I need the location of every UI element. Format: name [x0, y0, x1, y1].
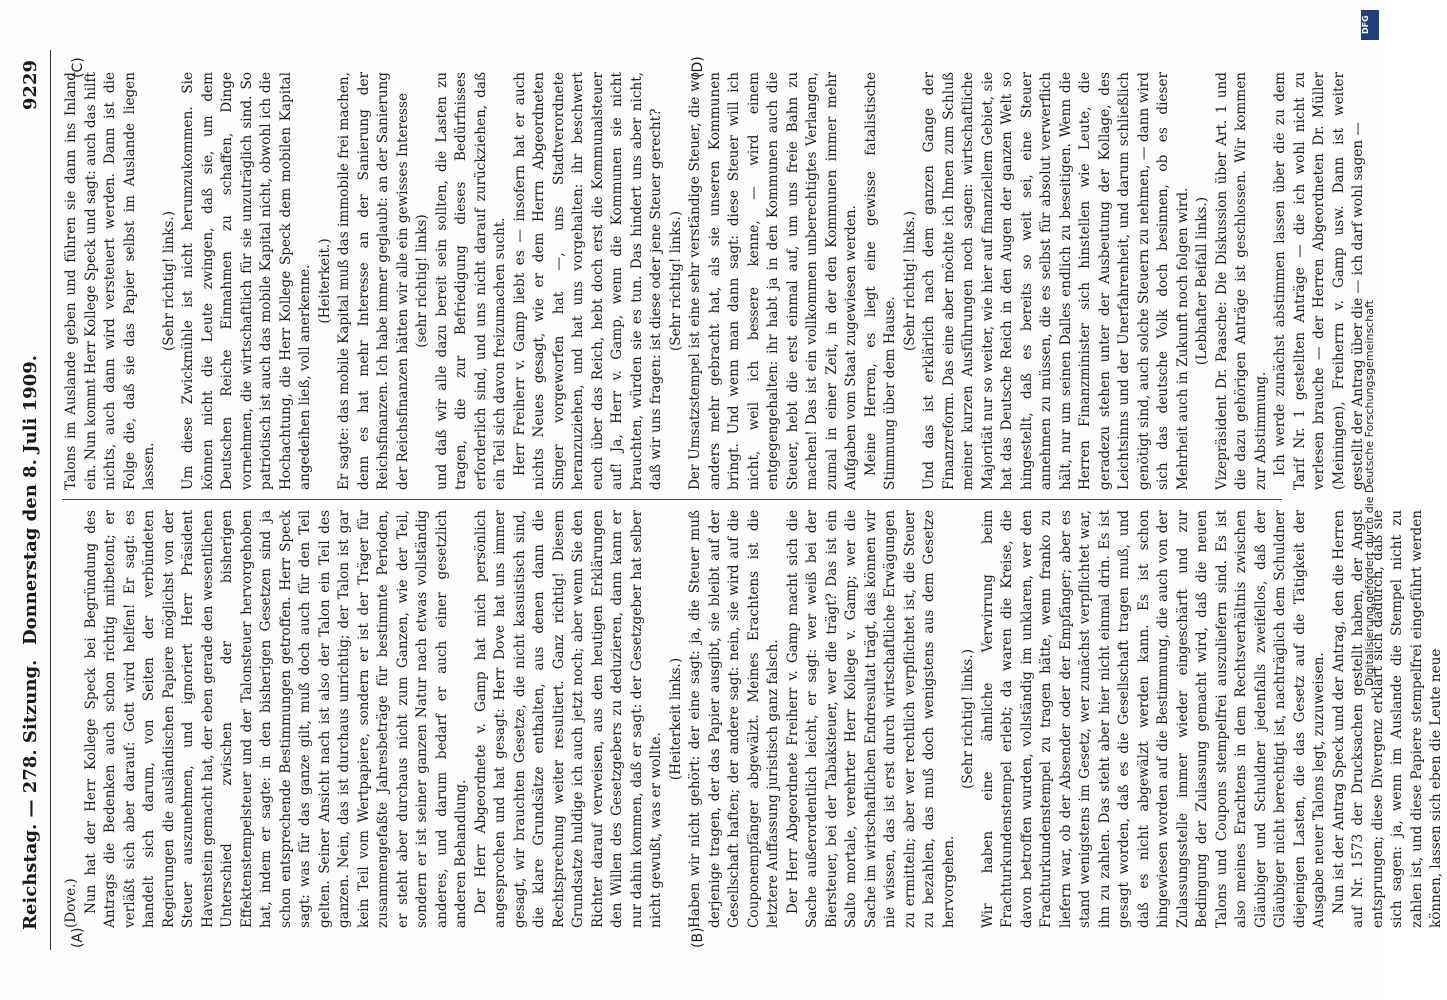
paragraph: Der Herr Abgeordnete Freiherr v. Gamp macht sich die Sache außerordentlich leicht, er sagt: wer weiß bei der Biersteuer, bei der Tabaksteuer, wer die trägt? Das ist ein Salto mortale, verehrter Herr Kollege v. Gamp; wer die Sache im wirtschaftlichen Endresultat trägt, das können wir nie wissen, das ist erst durch wirtschaftliche Erwägungen zu ermitteln; aber wer rechtlich verpflichtet ist, die Steuer zu bezahlen, das muß doch wenigstens aus dem Gesetze hervorgehen. — [784, 510, 957, 928]
paragraph: (Sehr richtig! links.) — [901, 210, 918, 352]
left-column — [62, 510, 1444, 928]
paragraph: Und das ist erklärlich nach dem ganzen Gange der Finanzreform. Das eine aber möchte ich Ihnen zum Schluß meiner kurzen Ausführungen noch sagen: wirtschaftliche Majorität nur so weiter, wie hier auf finanziellem Gebiet, sie hat das Deutsche Reich in den Augen der ganzen Welt so hingestellt, daß es bereits so weit sei, eine Steuer annehmen zu müssen, die es selbst für absolut verwerflich hält, nur um seinen Dalles endlich zu beseitigen. Wenn die Herren Finanzminister sich hinstellen wie Leute, die geradezu stehen unter der Ausbeutung der Kollage, des Leichtsinns und der Unerfahrenheit, und darum schließlich genötigt sind, auch solche Steuern zu nehmen, — dann wird sich das deutsche Volk doch besinnen, ob es dieser Mehrheit auch in Zukunft noch folgen wird. — [921, 72, 1191, 490]
paragraph: Vizepräsident Dr. Paasche: Die Diskussion über Art. 1 und die dazu gehörigen Anträge ist geschlossen. Wir kommen zur Abstimmung. — [1213, 72, 1269, 490]
paragraph: Nun ist der Antrag Speck und der Antrag, den die Herren auf Nr. 1573 der Drucksachen gestellt haben, der Angst entsprungen; diese Divergenz erklärt sich dadurch, daß sie sich sagen: ja, wenn im Auslande die Stempel nicht zu zahlen ist, und diese Papiere stempelfrei eingeführt werden können, lassen sich eben die Leute neue — [1330, 510, 1444, 928]
paragraph: Talons im Auslande geben und führen sie dann ins Inland ein. Nun kommt Herr Kollege Speck und sagt: auch das hilft nichts, auch dann wird versteuert werden. Dann ist die Folge die, daß sie das Papier selbst im Auslande liegen lassen. — [63, 72, 157, 490]
margin-mark-d: (D) — [690, 56, 706, 78]
paragraph: (Heiterkeit links.) — [667, 657, 684, 781]
paragraph: Herr Freiherr v. Gamp liebt es — insofern hat er auch nichts Neues gesagt, wie er dem Herrn Abgeordneten Singer vorgeworfen hat —, uns Stadtverordnete heranzuziehen, und hat uns vorgehalten: ihr beschwert euch über das Reich, hebt doch erst die Kommunalsteuer auf! Ja, Herr v. Gamp, wenn die Kommunen sie nicht brauchten, würden sie es tun. Das hindert uns aber nicht, daß wir uns fragen: ist diese oder jene Steuer gerecht? — [511, 72, 664, 490]
paragraph: Der Herr Abgeordnete v. Gamp hat mich persönlich angesprochen und hat gesagt: Herr Dove hat uns immer gesagt, wir brauchten Gesetze, die nicht kasuistisch sind, die klare Grundsätze enthalten, aus denen dann die Rechtsprechung weiter resultiert. Ganz richtig! Diesem Grundsatze huldige ich auch jetzt noch; aber wenn Sie den Richter darauf verweisen, aus den heutigen Erklärungen den Willen des Gesetzgebers zu deduzieren, dann kann er nur dahin kommen, daß er sagt: der Gesetzgeber hat selber nicht gewußt, was er wollte. — [472, 510, 664, 928]
margin-mark-a: (A) — [70, 927, 86, 948]
header-left: Reichstag. — 278. Sitzung. — [20, 659, 41, 930]
right-column — [62, 72, 1366, 490]
paragraph: Meine Herren, es liegt eine gewisse fatalistische Stimmung über dem Hause. — [862, 72, 898, 490]
column-divider — [62, 499, 1282, 500]
paragraph: und daß wir alle dazu bereit sein sollten, die Lasten zu tragen, die zur Befriedigung dieses Bedürfnisses erforderlich sind, und uns nicht darauf zurückziehen, daß ein Teil sich davon freizumachen sucht. — [433, 72, 508, 490]
paragraph: Haben wir nicht gehört: der eine sagt: ja, die Steuer muß derjenige tragen, der das Papier ausgibt, sie bleibt auf der Gesellschaft haften; der andere sagt: nein, sie wird auf die Couponempfänger abgewälzt. Meines Erachtens ist die letztere Auffassung juristisch ganz falsch. — [687, 510, 781, 928]
paragraph: Wir haben eine ähnliche Verwirrung beim Frachturkundenstempel erlebt; da waren die Kreise, die davon betroffen wurden, vollständig im unklaren, wer den Frachturkundenstempel zu tragen hätte, wenn franko zu liefern war, ob der Absender oder der Empfänger; aber es stand wenigstens im Gesetz, wer zunächst verpflichtet war, ihn zu zahlen. Das steht aber hier nicht einmal drin. Es ist gesagt worden, daß es die Gesellschaft tragen muß, und daß es nicht abgewälzt werden kann. Es ist schon hingewiesen worden auf die Bestimmung, die auch von der Zulassungsstelle immer wieder eingeschärft und zur Bedingung der Zulassung gemacht wird, daß die neuen Talons und Coupons stempelfrei auszuliefern sind. Es ist also meines Erachtens in dem Rechtsverhältnis zwischen Gläubiger und Schuldner jedenfalls zweifellos, daß der Gläubiger nicht berechtigt ist, nachträglich dem Schuldner diejenigen Lasten, die das Gesetz auf die Tätigkeit der Ausgabe neuer Talons legt, zuzuweisen. — [979, 510, 1327, 928]
header-date: Donnerstag den 8. Juli 1909. — [20, 354, 41, 646]
paragraph: Nun hat der Herr Kollege Speck bei Begründung des Antrags die Bedenken auch schon richtig mitbetont; er verläßt sich aber darauf: Gott wird helfen! Er sagt: es handelt sich darum, von Seiten der verbündeten Regierungen die ausländischen Papiere möglichst von der Steuer auszunehmen, und ignoriert Herr Präsident Havenstein gemacht hat, der eben gerade den wesentlichen Unterschied zwischen der bisherigen Effektenstempelsteuer und der Talonsteuer hervorgehoben hat, indem er sagte: in den bisherigen Gesetzen sind ja schon entsprechende Bestimmungen getroffen. Herr Speck sagt: was für das ganze gilt, muß doch auch für den Teil gelten. Seiner Ansicht nach ist also der Talon ein Teil des ganzen. Nein, das ist durchaus unrichtig; der Talon ist gar kein Teil vom Wertpapiere, sondern er ist der Träger für zusammengefaßte Jahresbeträge für bestimmte Perioden, er steht aber durchaus nicht zum Ganzen, wie der Teil, sondern er ist seiner ganzen Natur nach etwas vollständig anderes, und darum bedarf er auch einer gesetzlich anderen Behandlung. — [82, 510, 469, 928]
paragraph: Ich werde zunächst abstimmen lassen über die zu dem Tarif Nr. 1 gestellten Anträge — die ich wohl nicht zu verlesen brauche — der Herren Abgeordneten Dr. Müller (Meiningen), Freiherrn v. Gamp usw. Dann ist weiter gestellt der Antrag über die — ich darf wohl sagen — — [1272, 72, 1366, 490]
paragraph: (Dove.) — [63, 878, 79, 928]
paragraph: (Lebhafter Beifall links.) — [1194, 196, 1210, 366]
margin-mark-b: (B) — [690, 927, 706, 948]
paragraph: (Sehr richtig! links.) — [160, 210, 177, 352]
dfg-logo: DFG — [1361, 10, 1379, 40]
paragraph: (Heiterkeit.) — [316, 238, 333, 324]
paragraph: Der Umsatzstempel ist eine sehr verständige Steuer, die wo anders mehr gebracht hat, als sie unseren Kommunen bringt. Und wenn man dann sagt: diese Steuer will ich nicht, weil ich bessere kenne, — wird einem entgegengehalten: ihr habt ja in den Kommunen auch die Steuer, hebt die erst einmal auf, um uns freie Bahn zu machen! Das ist ein vollkommen unberechtigtes Verlangen, zumal in einer Zeit, in der den Kommunen immer mehr Aufgaben vom Staat zugewiesen werden. — [687, 72, 859, 490]
paragraph: Um diese Zwickmühle ist nicht herumzukommen. Sie können nicht die Leute zwingen, daß sie, um dem Deutschen Reiche Einnahmen zu schaffen, Dinge vornehmen, die wirtschaftlich für sie unzuträglich sind. So patriotisch ist auch das mobile Kapital nicht, obwohl ich die Hochachtung, die Herr Kollege Speck dem mobilen Kapital angedeihen ließ, voll anerkenne. — [180, 72, 313, 490]
margin-mark-c: (C) — [70, 57, 86, 78]
paragraph: (Sehr richtig! links.) — [667, 210, 684, 352]
paragraph: (Sehr richtig! links.) — [960, 648, 976, 790]
paragraph: (sehr richtig! links) — [414, 214, 430, 348]
page-header — [10, 50, 51, 950]
page-number: 9229 — [20, 60, 41, 111]
paragraph: Er sagte: das mobile Kapital muß das immobile frei machen, denn es hat mehr Interesse an der Sanierung der Reichsfinanzen. Ich habe immer geglaubt: an der Sanierung der Reichsfinanzen hätten wir alle ein gewisses Interesse — [336, 72, 411, 490]
digitization-credit: Digitalisierung gefördert durch die Deutsche Forschungsgemeinschaft — [1363, 300, 1376, 686]
